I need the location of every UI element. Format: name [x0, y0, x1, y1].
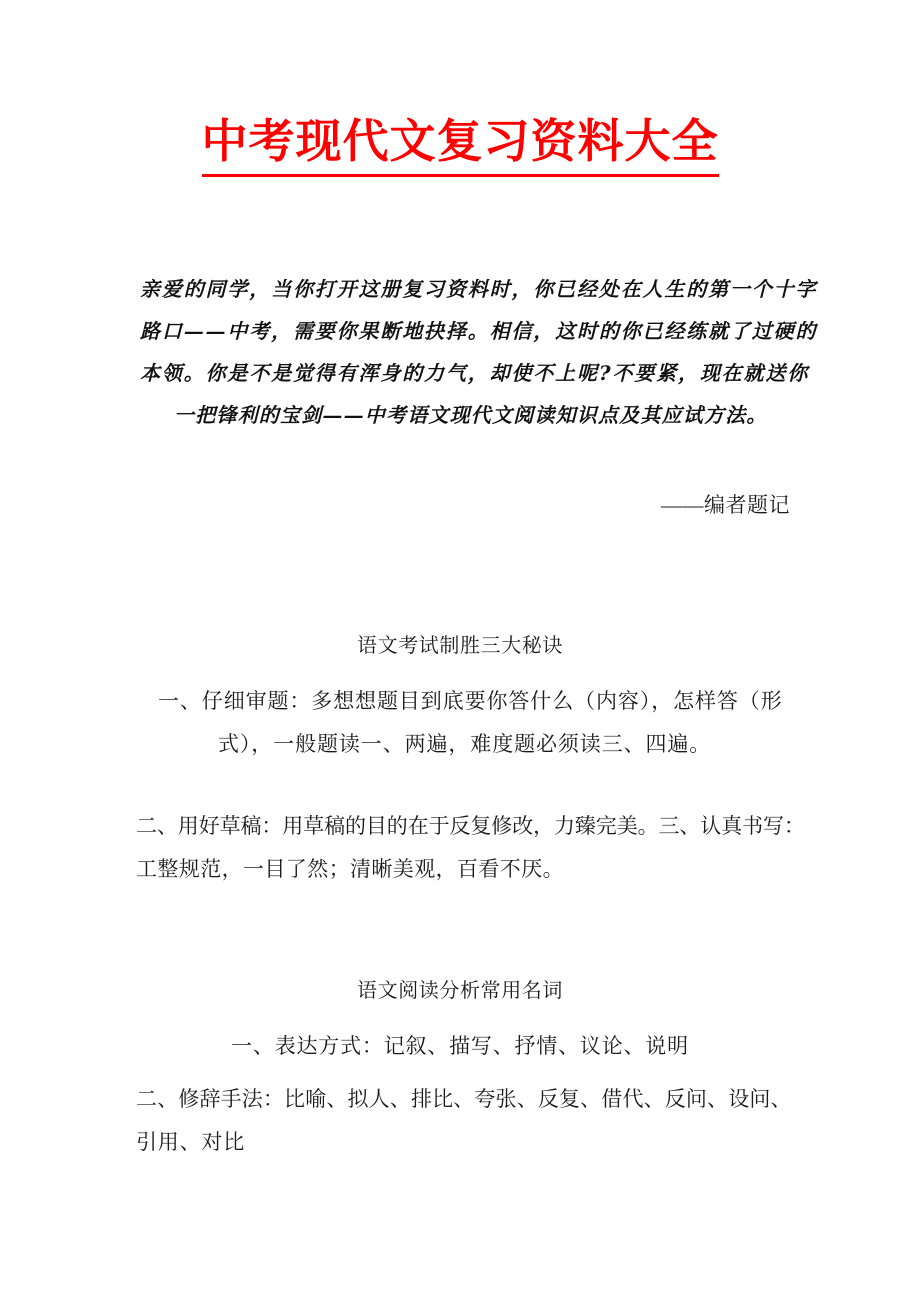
exam-secret-item-1-line-1: 一、仔细审题：多想想题目到底要你答什么（内容），怎样答（形: [158, 689, 783, 713]
reading-term-item-2: [136, 1078, 796, 1164]
exam-secret-item-1-line-2: 式），一般题读一、两遍，难度题必须读三、四遍。: [218, 732, 712, 756]
exam-secret-item-1: [140, 680, 790, 766]
section-heading-reading-terms: 语文阅读分析常用名词: [357, 980, 563, 1002]
reading-term-item-1-line-1: 一、表达方式：记叙、描写、抒情、议论、说明: [231, 1034, 689, 1058]
preface-line-3: 本领。你是不是觉得有浑身的力气，却使不上呢?不要紧，现在就送你: [140, 361, 810, 385]
preface-line-2: 路口——中考，需要你果断地抉择。相信，这时的你已经练就了过硬的: [140, 319, 818, 343]
preface-line-4: 一把锋利的宝剑——中考语文现代文阅读知识点及其应试方法。: [174, 403, 768, 427]
document-title: [0, 110, 920, 177]
preface-line-1: 亲爱的同学，当你打开这册复习资料时，你已经处在人生的第一个十字: [140, 277, 818, 301]
exam-secret-item-2-line-1: 二、用好草稿：用草稿的目的在于反复修改，力臻完美。三、认真书写：: [136, 814, 805, 838]
exam-secret-item-2: [136, 805, 805, 891]
preface-attribution: ——编者题记: [661, 493, 790, 517]
reading-term-item-2-line-2: 引用、对比: [136, 1130, 245, 1154]
section-heading-exam-secrets: 语文考试制胜三大秘诀: [357, 635, 563, 657]
preface-paragraph: [140, 268, 818, 436]
reading-term-item-2-line-1: 二、修辞手法：比喻、拟人、排比、夸张、反复、借代、反问、设问、: [136, 1087, 792, 1111]
exam-secret-item-2-line-2: 工整规范，一目了然；清晰美观，百看不厌。: [136, 857, 564, 881]
reading-term-item-1: [0, 1025, 920, 1068]
document-title-text: 中考现代文复习资料大全: [202, 110, 719, 177]
